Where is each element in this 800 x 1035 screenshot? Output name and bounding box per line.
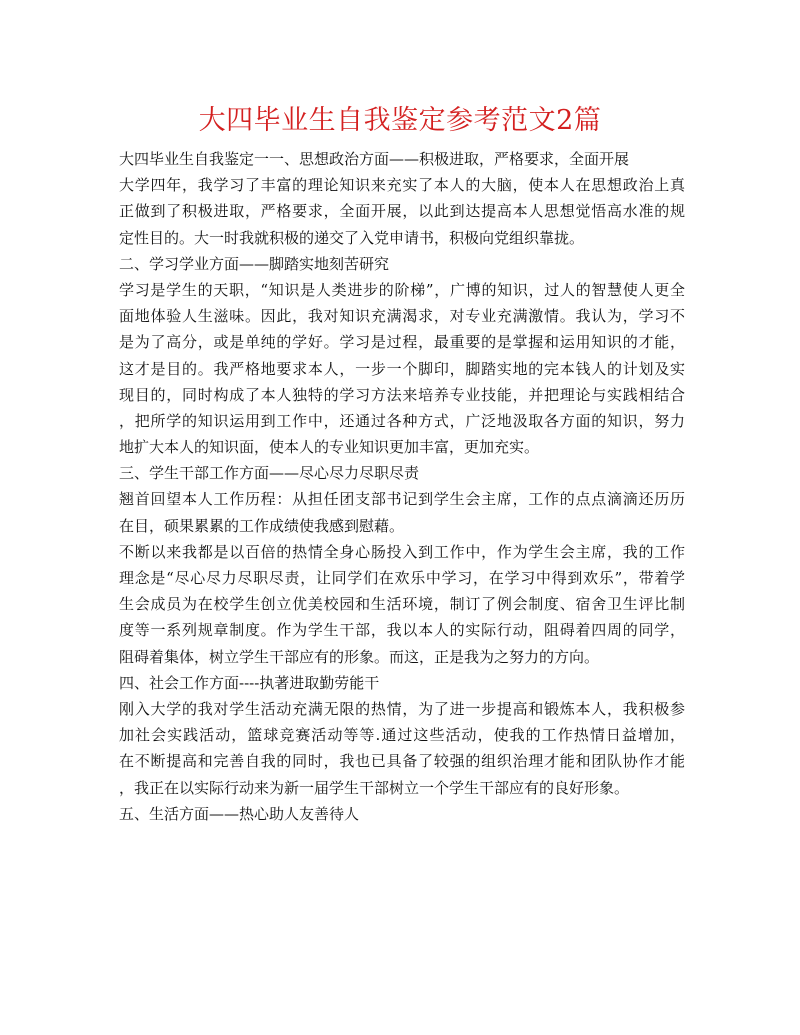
text-line: 大学四年，我学习了丰富的理论知识来充实了本人的大脑，使本人在思想政治上真 xyxy=(119,176,685,195)
text-line: 定性目的。大一时我就积极的递交了入党申请书，积极向党组织靠拢。 xyxy=(119,228,585,247)
text-line: 五、生活方面——热心助人友善待人 xyxy=(119,804,360,823)
text-line: 理念是“尽心尽力尽职尽责，让同学们在欢乐中学习，在学习中得到欢乐”，带着学 xyxy=(119,569,685,587)
text-line: 在不断提高和完善自我的同时，我也已具备了较强的组织治理才能和团队协作才能 xyxy=(119,752,685,771)
text-line: 在目，硕果累累的工作成绩使我感到慰藉。 xyxy=(119,516,405,535)
text-line: 翘首回望本人工作历程：从担任团支部书记到学生会主席，工作的点点滴滴还历历 xyxy=(119,490,685,509)
text-line: 四、社会工作方面----执著进取勤劳能干 xyxy=(119,673,380,692)
text-line: 二、学习学业方面——脚踏实地刻苦研究 xyxy=(119,254,390,273)
text-line: 加社会实践活动，篮球竞赛活动等等.通过这些活动，使我的工作热情日益增加， xyxy=(119,726,685,745)
text-line: 这才是目的。我严格地要求本人，一步一个脚印，脚踏实地的完本钱人的计划及实 xyxy=(119,359,685,378)
text-line: 三、学生干部工作方面——尽心尽力尽职尽责 xyxy=(119,464,420,483)
text-line: ，我正在以实际行动来为新一届学生干部树立一个学生干部应有的良好形象。 xyxy=(119,778,630,797)
text-line: 面地体验人生滋味。因此，我对知识充满渴求，对专业充满激情。我认为，学习不 xyxy=(119,307,685,326)
text-line: 现目的，同时构成了本人独特的学习方法来培养专业技能，并把理论与实践相结合 xyxy=(119,385,685,404)
text-line: 正做到了积极进取，严格要求，全面开展，以此到达提高本人思想觉悟高水准的规 xyxy=(119,202,685,221)
text-line: 刚入大学的我对学生活动充满无限的热情，为了进一步提高和锻炼本人，我积极参 xyxy=(119,699,685,718)
text-line: ，把所学的知识运用到工作中，还通过各种方式，广泛地汲取各方面的知识，努力 xyxy=(119,411,685,430)
text-line: 是为了高分，或是单纯的学好。学习是过程，最重要的是掌握和运用知识的才能， xyxy=(119,333,685,352)
text-line: 地扩大本人的知识面，使本人的专业知识更加丰富，更加充实。 xyxy=(119,438,540,457)
text-line: 度等一系列规章制度。作为学生干部，我以本人的实际行动，阻碍着四周的同学， xyxy=(119,621,685,640)
text-line: 学习是学生的天职，“知识是人类进步的阶梯”，广博的知识，过人的智慧使人更全 xyxy=(119,280,685,299)
text-line: 不断以来我都是以百倍的热情全身心肠投入到工作中，作为学生会主席，我的工作 xyxy=(119,542,685,561)
document-body xyxy=(119,146,685,827)
text-line: 阻碍着集体，树立学生干部应有的形象。而这，正是我为之努力的方向。 xyxy=(119,647,600,666)
text-line: 大四毕业生自我鉴定一一、思想政治方面——积极进取，严格要求，全面开展 xyxy=(119,150,630,168)
text-line: 生会成员为在校学生创立优美校园和生活环境，制订了例会制度、宿舍卫生评比制 xyxy=(119,595,685,614)
document-title: 大四毕业生自我鉴定参考范文2篇 xyxy=(198,105,602,136)
